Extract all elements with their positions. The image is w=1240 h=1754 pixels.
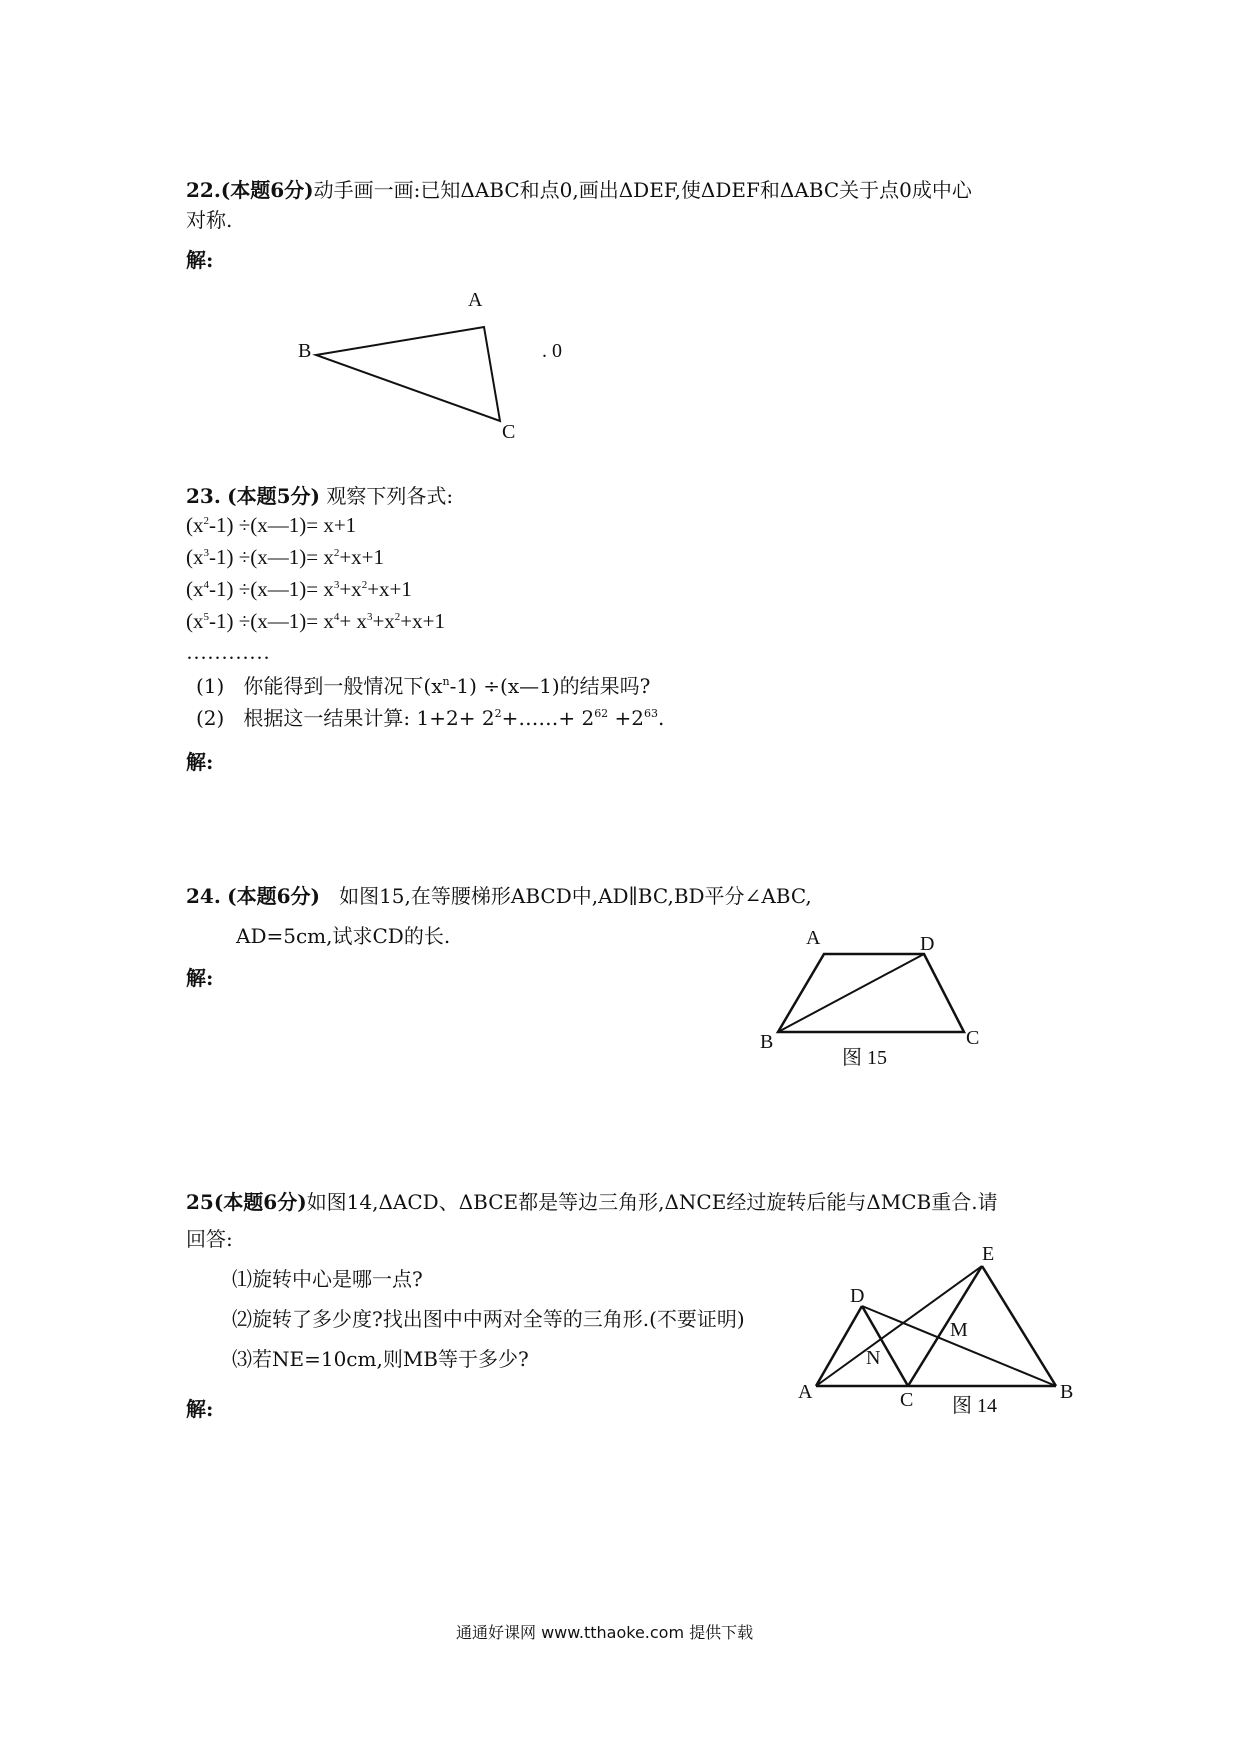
- q23-dots: …………: [186, 640, 270, 664]
- q23-eq-3: $(x^4-1)$ ÷(x—1)= $x^3+x^2+x+1$: [186, 577, 412, 601]
- line-ad: [816, 1306, 862, 1386]
- q25-label-b: B: [1060, 1381, 1074, 1403]
- q25-answer: 解:: [186, 1397, 214, 1421]
- q23-sub1: (1) 你能得到一般情况下$(x^n-1)$ ÷(x—1)的结果吗?: [196, 674, 651, 698]
- q24-answer: 解:: [186, 966, 214, 990]
- q22-label-o: . 0: [542, 340, 562, 362]
- q25-sub1: ⑴旋转中心是哪一点?: [232, 1267, 423, 1291]
- line-eb: [982, 1266, 1056, 1386]
- q25-score: (本题6分): [213, 1190, 307, 1214]
- q23-eq-1: $(x^2-1)$ ÷(x—1)= x+1: [186, 513, 357, 537]
- q23-answer: 解:: [186, 750, 214, 774]
- q24-text1: 如图15,在等腰梯形ABCD中,AD∥BC,BD平分∠ABC,: [339, 884, 812, 908]
- q22-label-c: C: [502, 421, 516, 443]
- q23-intro: 观察下列各式:: [326, 484, 454, 508]
- q24-label-c: C: [966, 1027, 980, 1049]
- q22-label-a: A: [468, 289, 483, 311]
- q25-sub2: ⑵旋转了多少度?找出图中中两对全等的三角形.(不要证明): [232, 1307, 745, 1331]
- q23-eq-2: $(x^3-1)$ ÷(x—1)= $x^2+x+1$: [186, 545, 385, 569]
- q22-text1: 动手画一画:已知ΔABC和点0,画出ΔDEF,使ΔDEF和ΔABC关于点0成中心: [313, 178, 972, 202]
- q24-label-b: B: [760, 1031, 774, 1053]
- q22-head: 22.(: [186, 178, 231, 202]
- q23-head: 23.: [186, 484, 221, 508]
- q25-label-d: D: [850, 1285, 865, 1307]
- page-footer: 通通好课网 www.tthaoke.com 提供下载: [456, 1623, 754, 1642]
- q23-eq-4: $(x^5-1)$ ÷(x—1)= $x^4+ x^3+x^2+x+1$: [186, 609, 445, 633]
- q24-label-d: D: [920, 933, 935, 955]
- q25-label-e: E: [982, 1243, 995, 1265]
- q22-answer: 解:: [186, 248, 214, 272]
- q24-text2: AD=5cm,试求CD的长.: [236, 924, 451, 948]
- q25-caption: 图 14: [952, 1395, 997, 1417]
- q22-label-b: B: [298, 340, 312, 362]
- q22-score: 本题6分): [230, 178, 314, 202]
- q25-label-m: M: [950, 1319, 968, 1341]
- q24-score: (本题6分): [227, 884, 320, 908]
- q25-label-n: N: [866, 1347, 881, 1369]
- q23-score: (本题5分): [227, 484, 320, 508]
- q22-text2: 对称.: [186, 208, 233, 232]
- q25-text2: 回答:: [186, 1227, 233, 1251]
- q25-label-c: C: [900, 1389, 914, 1411]
- q25-text1: 如图14,ΔACD、ΔBCE都是等边三角形,ΔNCE经过旋转后能与ΔMCB重合.请: [306, 1190, 998, 1214]
- line-ce: [908, 1266, 982, 1386]
- q24-label-a: A: [806, 927, 821, 949]
- q25-head: 25: [186, 1190, 214, 1214]
- line-db: [862, 1306, 1056, 1386]
- q23-sub2: (2) 根据这一结果计算: $1+2+ 2^2+\dots\dots+ 2^{62} +2^{63}$.: [196, 706, 665, 730]
- q25-label-a: A: [798, 1381, 813, 1403]
- line-dc: [862, 1306, 908, 1386]
- q25-sub3: ⑶若NE=10cm,则MB等于多少?: [232, 1347, 529, 1371]
- q24-caption: 图 15: [842, 1047, 887, 1069]
- q24-head: 24.: [186, 884, 221, 908]
